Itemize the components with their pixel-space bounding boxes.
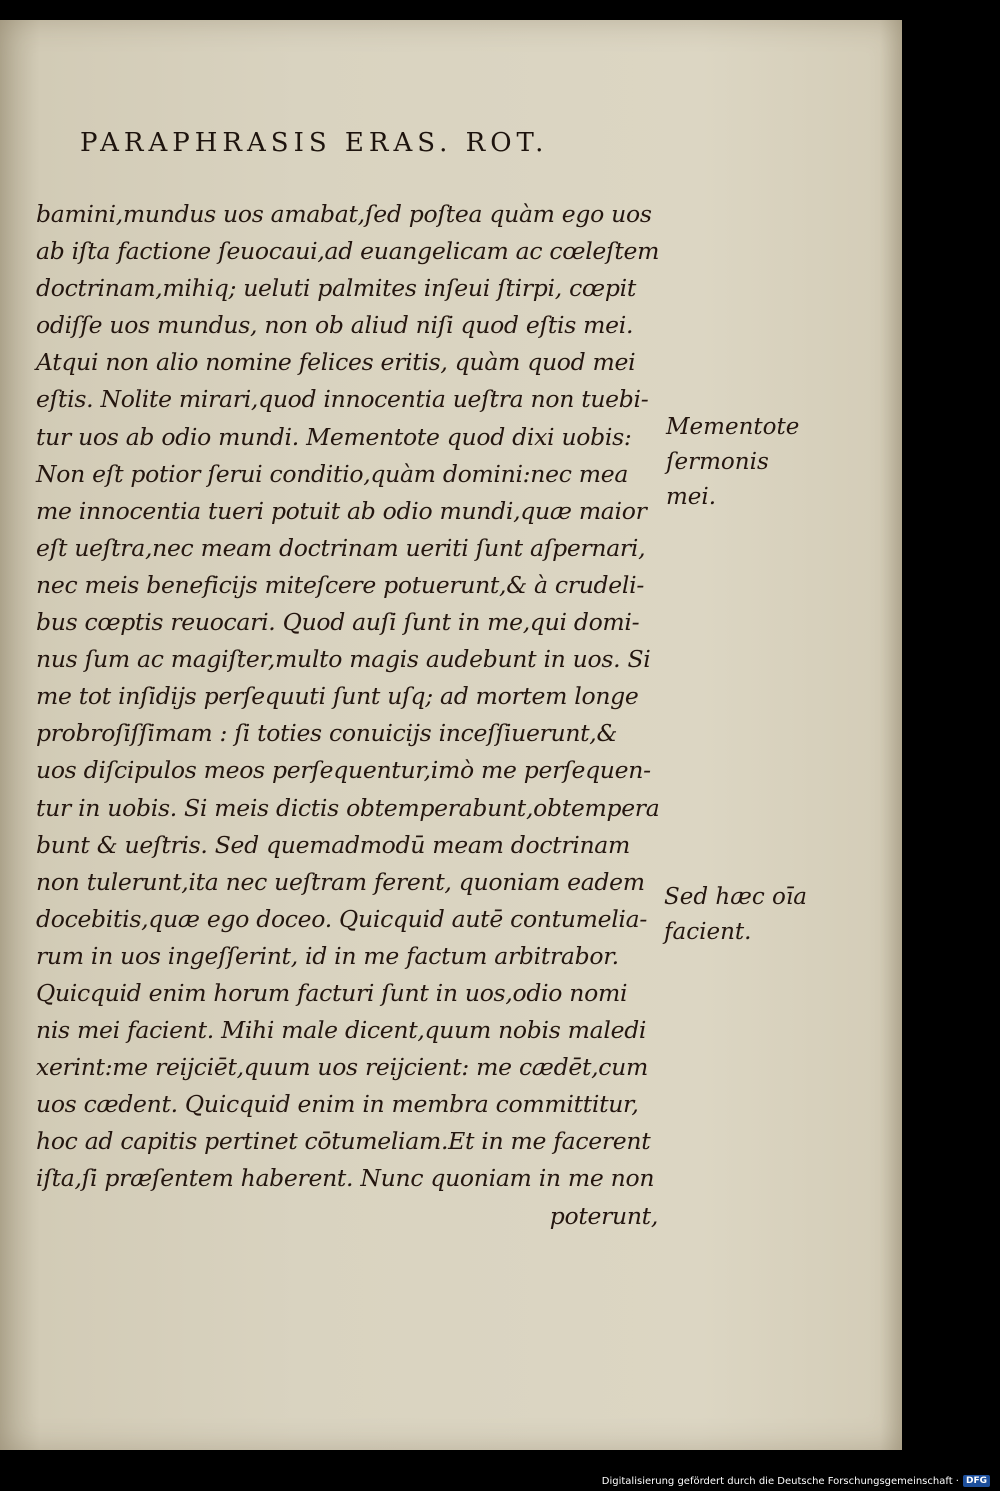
text-line: nec meis beneficijs miteſcere potuerunt,& à crudeli- — [36, 570, 644, 599]
margin-note-line: facient. — [664, 919, 752, 945]
text-line: nus ſum ac magiſter,multo magis audebunt in uos. Si — [36, 645, 651, 674]
text-line: me tot inſidijs perſequuti ſunt uſq; ad mortem longe — [36, 682, 639, 711]
text-line: Atqui non alio nomine felices eritis, quàm quod mei — [36, 348, 636, 377]
text-line: ab iſta factione ſeuocaui,ad euangelicam ac cœleſtem — [36, 237, 660, 266]
margin-note-mementote — [666, 410, 799, 515]
book-page — [0, 20, 902, 1450]
text-line: Non eſt potior ſerui conditio,quàm domini:nec mea — [36, 459, 629, 488]
text-line: me innocentia tueri potuit ab odio mundi,quæ maior — [36, 496, 647, 525]
margin-note-line: Sed hæc oīa — [664, 884, 807, 910]
margin-note-line: Mementote — [666, 414, 800, 440]
text-line: Quicquid enim horum facturi ſunt in uos,odio nomi — [36, 978, 628, 1007]
text-line: tur uos ab odio mundi. Mementote quod dixi uobis: — [36, 422, 632, 451]
text-line: rum in uos ingeſſerint, id in me factum arbitrabor. — [36, 941, 619, 970]
text-line: odiſſe uos mundus, non ob aliud niſi quod eſtis mei. — [36, 311, 634, 340]
body-text — [36, 196, 676, 1235]
text-line: doctrinam,mihiq; ueluti palmites inſeui ſtirpi, cœpit — [36, 274, 636, 303]
text-line: iſta,ſi præſentem haberent. Nunc quoniam in me non — [36, 1164, 655, 1193]
text-line: bamini,mundus uos amabat,ſed poſtea quàm ego uos — [36, 200, 652, 228]
text-line: nis mei facient. Mihi male dicent,quum nobis maledi — [36, 1016, 647, 1045]
text-line: bunt & ueſtris. Sed quemadmodū meam doctrinam — [36, 830, 631, 859]
running-head: PARAPHRASIS ERAS. ROT. — [80, 128, 549, 158]
text-line: uos cædent. Quicquid enim in membra committitur, — [36, 1090, 639, 1119]
text-line: xerint:me reijciēt,quum uos reijcient: me cædēt,cum — [36, 1053, 648, 1082]
text-line: uos diſcipulos meos perſequentur,imò me perſequen- — [36, 756, 651, 785]
text-line: eſtis. Nolite mirari,quod innocentia ueſtra non tuebi- — [36, 385, 649, 414]
margin-note-line: ſermonis — [666, 449, 769, 475]
funding-footer — [602, 1475, 990, 1487]
funding-text: Digitalisierung gefördert durch die Deutsche Forschungsgemeinschaft · — [601, 1475, 959, 1487]
text-line: hoc ad capitis pertinet cōtumeliam.Et in me facerent — [36, 1127, 651, 1156]
dfg-logo: DFG — [963, 1475, 990, 1487]
text-line: non tulerunt,ita nec ueſtram ferent, quoniam eadem — [36, 867, 645, 896]
text-line: docebitis,quæ ego doceo. Quicquid autē contumelia- — [36, 904, 647, 933]
margin-note-sed-haec — [664, 880, 807, 950]
margin-note-line: mei. — [666, 484, 717, 510]
text-line: bus cœptis reuocari. Quod auſi ſunt in me,qui domi- — [36, 608, 640, 637]
text-line: eſt ueſtra,nec meam doctrinam ueriti ſunt aſpernari, — [36, 533, 646, 562]
text-line: tur in uobis. Si meis dictis obtemperabunt,obtempera — [36, 793, 660, 822]
catchword-line: poterunt, — [549, 1201, 658, 1230]
text-line: probroſiſſimam : ſi toties conuicijs inceſſiuerunt,& — [36, 719, 618, 748]
